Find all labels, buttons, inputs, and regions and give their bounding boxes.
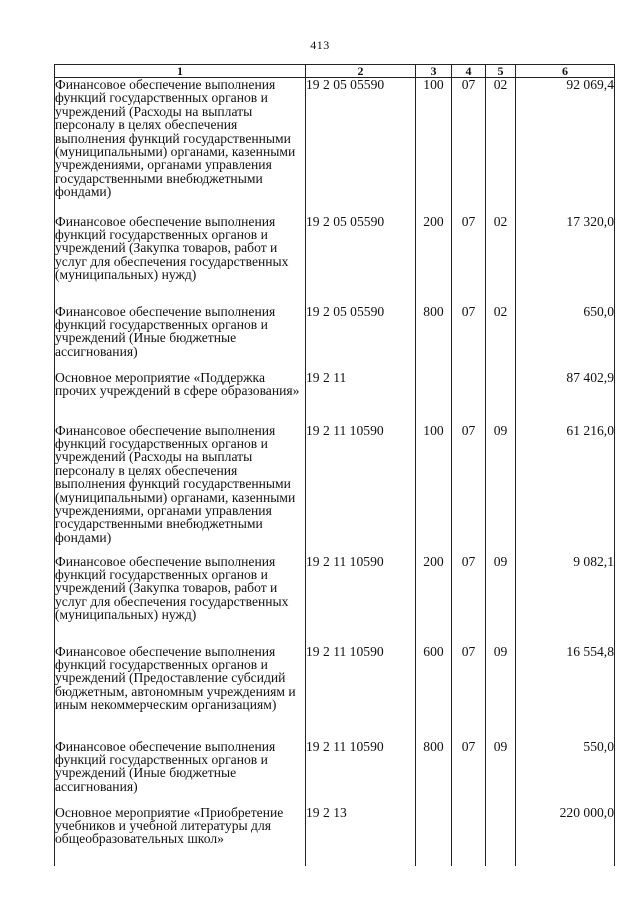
header-col-5: 5 — [486, 65, 516, 78]
row-code: 19 2 11 10590 — [306, 555, 416, 645]
row-code: 19 2 11 10590 — [306, 645, 416, 740]
budget-table — [54, 64, 615, 866]
row-section: 07 — [452, 740, 486, 806]
table-row — [55, 740, 615, 806]
row-amount: 650,0 — [516, 305, 615, 371]
row-amount: 9 082,1 — [516, 555, 615, 645]
row-name: Финансовое обеспечение выполнения функций государственных органов и учреждений (Предоставление субсидий бюджетным, автономным учреждениям и иным некоммерческим организациям) — [55, 645, 306, 740]
row-section: 07 — [452, 78, 486, 215]
row-name: Финансовое обеспечение выполнения функций государственных органов и учреждений (Иные бюджетные ассигнования) — [55, 305, 306, 371]
row-name: Финансовое обеспечение выполнения функций государственных органов и учреждений (Расходы на выплаты персоналу в целях обеспечения выполнения функций государственными (муниципальными) органами, казенными учреждениями, органами управления государственными внебюджетными фондами) — [55, 78, 306, 215]
page-number: 413 — [310, 38, 330, 52]
row-expense-type — [416, 371, 452, 424]
row-amount: 92 069,4 — [516, 78, 615, 215]
row-code: 19 2 05 05590 — [306, 305, 416, 371]
table-row — [55, 215, 615, 305]
row-section: 07 — [452, 645, 486, 740]
row-subsection: 02 — [486, 78, 516, 215]
row-name: Основное мероприятие «Поддержка прочих учреждений в сфере образования» — [55, 371, 306, 424]
row-expense-type: 100 — [416, 424, 452, 555]
row-subsection — [486, 371, 516, 424]
row-code: 19 2 11 10590 — [306, 424, 416, 555]
table-row — [55, 424, 615, 555]
row-expense-type: 800 — [416, 740, 452, 806]
row-name: Финансовое обеспечение выполнения функций государственных органов и учреждений (Расходы на выплаты персоналу в целях обеспечения выполнения функций государственными (муниципальными) органами, казенными учреждениями, органами управления государственными внебюджетными фондами) — [55, 424, 306, 555]
table-row — [55, 806, 615, 866]
row-subsection — [486, 806, 516, 866]
row-expense-type: 200 — [416, 215, 452, 305]
row-code: 19 2 11 — [306, 371, 416, 424]
row-section: 07 — [452, 424, 486, 555]
row-subsection: 02 — [486, 305, 516, 371]
row-expense-type: 600 — [416, 645, 452, 740]
row-amount: 220 000,0 — [516, 806, 615, 866]
header-row — [55, 65, 615, 78]
table-row — [55, 645, 615, 740]
table-row — [55, 555, 615, 645]
row-expense-type: 800 — [416, 305, 452, 371]
row-subsection: 02 — [486, 215, 516, 305]
row-section: 07 — [452, 555, 486, 645]
row-name: Основное мероприятие «Приобретение учебников и учебной литературы для общеобразовательных школ» — [55, 806, 306, 866]
row-section: 07 — [452, 215, 486, 305]
row-expense-type: 100 — [416, 78, 452, 215]
row-subsection: 09 — [486, 424, 516, 555]
header-col-4: 4 — [452, 65, 486, 78]
header-col-2: 2 — [306, 65, 416, 78]
row-code: 19 2 11 10590 — [306, 740, 416, 806]
row-code: 19 2 05 05590 — [306, 78, 416, 215]
table-row — [55, 305, 615, 371]
header-col-3: 3 — [416, 65, 452, 78]
row-amount: 550,0 — [516, 740, 615, 806]
row-name: Финансовое обеспечение выполнения функций государственных органов и учреждений (Иные бюджетные ассигнования) — [55, 740, 306, 806]
row-subsection: 09 — [486, 555, 516, 645]
row-subsection: 09 — [486, 645, 516, 740]
row-amount: 16 554,8 — [516, 645, 615, 740]
row-section — [452, 806, 486, 866]
row-amount: 87 402,9 — [516, 371, 615, 424]
row-name: Финансовое обеспечение выполнения функций государственных органов и учреждений (Закупка товаров, работ и услуг для обеспечения государственных (муниципальных) нужд) — [55, 555, 306, 645]
header-col-1: 1 — [55, 65, 306, 78]
row-expense-type: 200 — [416, 555, 452, 645]
table-row — [55, 371, 615, 424]
row-section — [452, 371, 486, 424]
row-code: 19 2 05 05590 — [306, 215, 416, 305]
header-col-6: 6 — [516, 65, 615, 78]
row-name: Финансовое обеспечение выполнения функций государственных органов и учреждений (Закупка товаров, работ и услуг для обеспечения государственных (муниципальных) нужд) — [55, 215, 306, 305]
row-code: 19 2 13 — [306, 806, 416, 866]
row-amount: 61 216,0 — [516, 424, 615, 555]
row-subsection: 09 — [486, 740, 516, 806]
row-section: 07 — [452, 305, 486, 371]
table-row — [55, 78, 615, 215]
row-expense-type — [416, 806, 452, 866]
row-amount: 17 320,0 — [516, 215, 615, 305]
